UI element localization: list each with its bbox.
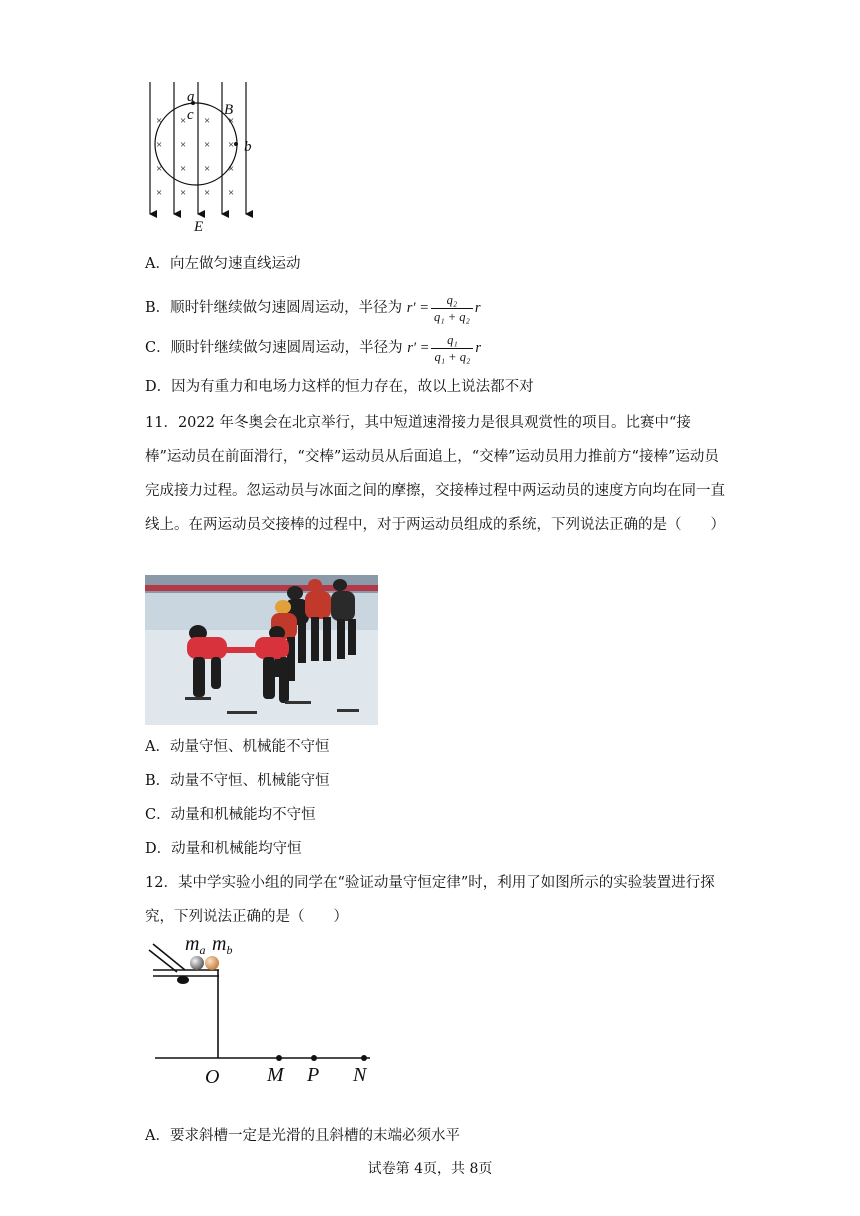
q11-stem: 11．2022 年冬奥会在北京举行，其中短道速滑接力是很具观赏性的项目。比赛中“接棒”运动员在前面滑行，“交棒”运动员从后面追上，“交棒”运动员用力推前方“接棒”运动员完成接力过程。忽运动员与冰面之间的摩擦，交接棒过程中两运动员的速度方向均在同一直线上。在两运动员交接棒的过程中，对于两运动员组成的系统，下列说法正确的是（ ） (145, 415, 725, 533)
label-ma: $m_a$ (185, 933, 206, 957)
point-N (361, 1055, 367, 1061)
q10-option-b: B．顺时针继续做匀速圆周运动，半径为 r′ = $\frac{\text{q₂}}{\text{q₁ + q₂}}$ r (145, 292, 481, 324)
svg-text:×: × (180, 115, 187, 127)
q10-option-a: A．向左做匀速直线运动 (145, 256, 301, 272)
svg-text:×: × (156, 187, 163, 199)
svg-text:×: × (228, 187, 235, 199)
q11-option-d: D．动量和机械能均守恒 (145, 841, 302, 857)
q11-option-a: A．动量守恒、机械能不守恒 (145, 739, 330, 755)
label-P: P (307, 1064, 320, 1086)
svg-text:×: × (228, 139, 235, 151)
svg-text:×: × (180, 139, 187, 151)
field-diagram (140, 76, 270, 236)
q10-option-c: C．顺时针继续做匀速圆周运动，半径为 r′ = $\frac{\text{q₁}}{\text{q₁ + q₂}}$ r (145, 332, 481, 364)
label-B: B (224, 102, 234, 118)
svg-text:×: × (204, 187, 211, 199)
svg-text:×: × (204, 163, 211, 175)
label-a: a (187, 89, 195, 105)
label-b: b (244, 139, 252, 155)
svg-text:×: × (180, 187, 187, 199)
svg-text:×: × (180, 163, 187, 175)
q11-option-b: B．动量不守恒、机械能守恒 (145, 773, 330, 789)
point-M (276, 1055, 282, 1061)
label-M: M (267, 1064, 284, 1086)
ball-b (205, 956, 219, 970)
svg-text:×: × (156, 115, 163, 127)
speed-skating-photo (145, 575, 378, 725)
apparatus-diagram (145, 930, 385, 1090)
svg-text:×: × (156, 163, 163, 175)
fraction-c: $\frac{\text{q₁}}{\text{q₁ + q₂}}$ (431, 332, 473, 365)
page-footer: 试卷第 4页，共 8页 (367, 1161, 493, 1177)
svg-text:×: × (228, 115, 235, 127)
svg-text:×: × (204, 115, 211, 127)
label-E: E (194, 219, 204, 235)
fraction-b: $\frac{\text{q₂}}{\text{q₁ + q₂}}$ (431, 292, 473, 325)
q12-option-a: A．要求斜槽一定是光滑的且斜槽的末端必须水平 (145, 1128, 460, 1144)
q11-option-c: C．动量和机械能均不守恒 (145, 807, 316, 823)
svg-text:×: × (228, 163, 235, 175)
label-N: N (353, 1064, 367, 1086)
label-c: c (187, 107, 194, 123)
label-O: O (205, 1066, 220, 1088)
label-mb: $m_b$ (212, 933, 233, 957)
svg-text:×: × (204, 139, 211, 151)
small-ball (177, 976, 189, 984)
ball-a (190, 956, 204, 970)
svg-text:×: × (156, 139, 163, 151)
q10-option-d: D．因为有重力和电场力这样的恒力存在，故以上说法都不对 (145, 379, 534, 395)
q12-stem: 12．某中学实验小组的同学在“验证动量守恒定律”时，利用了如图所示的实验装置进行探究，下列说法正确的是（ ） (145, 875, 715, 925)
point-P (311, 1055, 317, 1061)
point-b (234, 142, 238, 146)
